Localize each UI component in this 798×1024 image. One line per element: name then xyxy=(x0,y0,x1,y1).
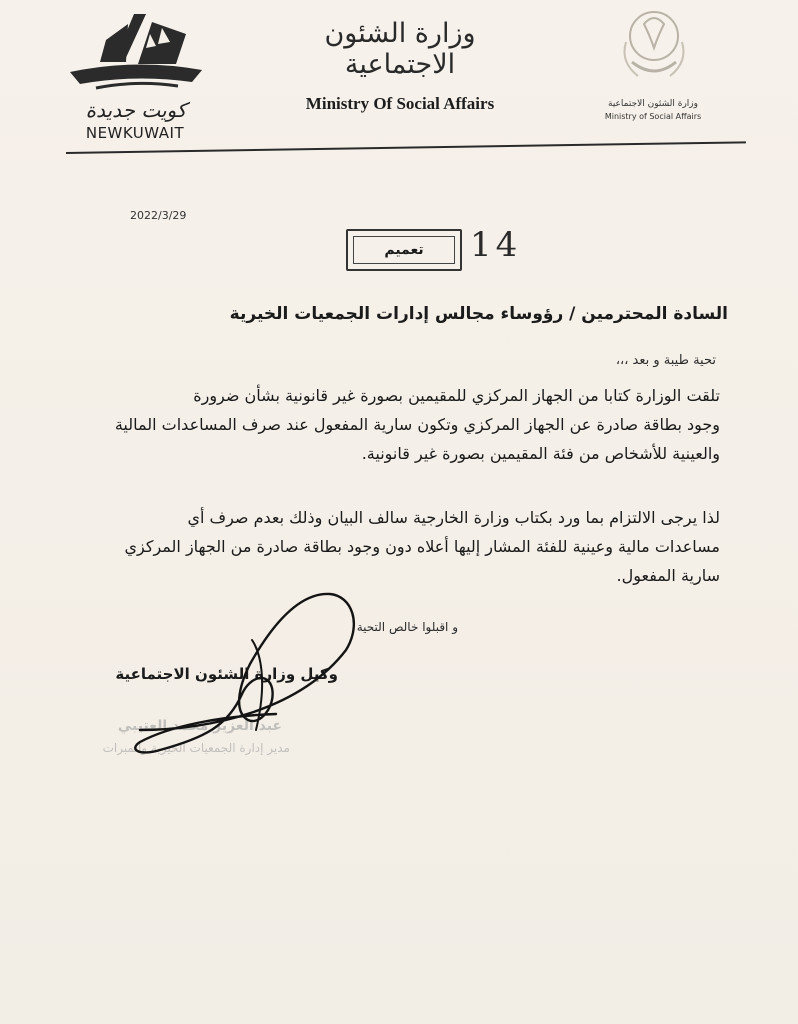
stamp-title: مدير إدارة الجمعيات الخيرية والمبرات xyxy=(102,741,290,755)
paragraph-1-line: وجود بطاقة صادرة عن الجهاز المركزي وتكون سارية المفعول عند صرف المساعدات المالية xyxy=(114,415,720,434)
circular-label: تعميم xyxy=(353,236,455,264)
closing: و اقبلوا خالص التحية xyxy=(356,620,458,634)
letter-date: 2022/3/29 xyxy=(130,209,187,222)
paragraph-1-line: تلقت الوزارة كتابا من الجهاز المركزي للمقيمين بصورة غير قانونية بشأن ضرورة xyxy=(193,386,720,405)
emblem-english-text: Ministry of Social Affairs xyxy=(604,112,702,121)
ministry-title-english: Ministry Of Social Affairs xyxy=(305,94,495,113)
ministry-title xyxy=(270,18,530,114)
dhow-boat-icon xyxy=(66,12,206,102)
paragraph-2-line: لذا يرجى الالتزام بما ورد بكتاب وزارة الخارجية سالف البيان وذلك بعدم صرف أي xyxy=(187,508,720,527)
paragraph-1 xyxy=(40,381,720,468)
greeting: تحية طيبة و بعد ،،، xyxy=(615,353,716,368)
newkuwait-arabic-text: كويت جديدة xyxy=(85,98,187,122)
newkuwait-logo xyxy=(66,12,206,144)
newkuwait-latin-text: NEWKUWAIT xyxy=(85,124,185,142)
stamp-name: عبد العزيز محمد العتيبي xyxy=(117,718,282,734)
ministry-emblem-icon xyxy=(610,2,696,94)
paragraph-2-line: سارية المفعول. xyxy=(616,566,720,585)
addressee: السادة المحترمين / رؤوساء مجالس إدارات الجمعيات الخيرية xyxy=(229,304,728,324)
paragraph-1-line: والعينية للأشخاص من فئة المقيمين بصورة غير قانونية. xyxy=(361,444,720,463)
paragraph-2-line: مساعدات مالية وعينية للفئة المشار إليها أعلاه دون وجود بطاقة صادرة من الجهاز المركزي xyxy=(124,537,720,556)
handwritten-signature xyxy=(100,580,380,770)
signatory-title: وكيل وزارة الشئون الاجتماعية xyxy=(115,665,338,683)
paragraph-2 xyxy=(40,503,720,590)
ministry-title-arabic: وزارة الشئون الاجتماعية xyxy=(324,18,476,80)
circular-label-box xyxy=(346,229,462,271)
circular-number: 14 xyxy=(470,225,522,265)
emblem-arabic-text: وزارة الشئون الاجتماعية xyxy=(608,99,698,109)
ministry-emblem xyxy=(598,0,708,126)
